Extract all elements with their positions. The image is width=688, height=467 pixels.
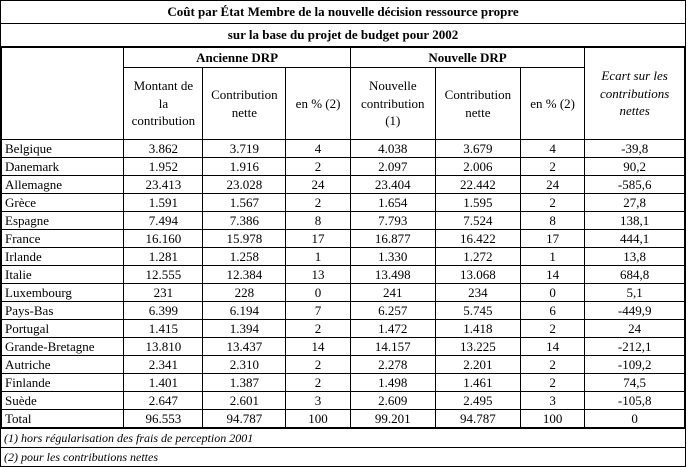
table-row bbox=[2, 338, 685, 356]
value-cell: 3 bbox=[520, 392, 584, 410]
value-cell: 96.553 bbox=[124, 410, 203, 428]
value-cell: 1.654 bbox=[350, 194, 435, 212]
table-title-line1: Coût par État Membre de la nouvelle décision ressource propre bbox=[1, 1, 685, 24]
value-cell: 1.415 bbox=[124, 320, 203, 338]
table-row bbox=[2, 392, 685, 410]
value-cell: 1.498 bbox=[350, 374, 435, 392]
value-cell: 5,1 bbox=[585, 284, 685, 302]
value-cell: 27,8 bbox=[585, 194, 685, 212]
value-cell: -212,1 bbox=[585, 338, 685, 356]
value-cell: 2.201 bbox=[435, 356, 520, 374]
value-cell: 94.787 bbox=[435, 410, 520, 428]
value-cell: 22.442 bbox=[435, 176, 520, 194]
value-cell: 3.719 bbox=[203, 140, 286, 158]
table-row bbox=[2, 158, 685, 176]
value-cell: 1.401 bbox=[124, 374, 203, 392]
country-cell: Espagne bbox=[2, 212, 124, 230]
value-cell: 13 bbox=[286, 266, 350, 284]
country-cell: Luxembourg bbox=[2, 284, 124, 302]
column-header-pct-ancienne: en % (2) bbox=[286, 68, 350, 140]
value-cell: 13.498 bbox=[350, 266, 435, 284]
value-cell: 2 bbox=[286, 320, 350, 338]
value-cell: 8 bbox=[286, 212, 350, 230]
country-cell: Allemagne bbox=[2, 176, 124, 194]
country-cell: Grèce bbox=[2, 194, 124, 212]
value-cell: 1.567 bbox=[203, 194, 286, 212]
value-cell: -109,2 bbox=[585, 356, 685, 374]
value-cell: 1 bbox=[520, 248, 584, 266]
value-cell: 1.461 bbox=[435, 374, 520, 392]
value-cell: 444,1 bbox=[585, 230, 685, 248]
value-cell: 14 bbox=[520, 266, 584, 284]
value-cell: 17 bbox=[520, 230, 584, 248]
value-cell: 13.225 bbox=[435, 338, 520, 356]
value-cell: 99.201 bbox=[350, 410, 435, 428]
value-cell: 7.524 bbox=[435, 212, 520, 230]
country-cell: Danemark bbox=[2, 158, 124, 176]
value-cell: 2 bbox=[520, 158, 584, 176]
value-cell: 15.978 bbox=[203, 230, 286, 248]
value-cell: 2.609 bbox=[350, 392, 435, 410]
column-header-contribution-nette-ancienne: Contribution nette bbox=[203, 68, 286, 140]
footnote-2: (2) pour les contributions nettes bbox=[1, 447, 685, 466]
value-cell: 2 bbox=[520, 356, 584, 374]
country-cell: Portugal bbox=[2, 320, 124, 338]
value-cell: 1.394 bbox=[203, 320, 286, 338]
country-cell: France bbox=[2, 230, 124, 248]
value-cell: 4 bbox=[286, 140, 350, 158]
column-header-pct-nouvelle: en % (2) bbox=[520, 68, 584, 140]
table-row bbox=[2, 266, 685, 284]
country-cell: Belgique bbox=[2, 140, 124, 158]
value-cell: 0 bbox=[286, 284, 350, 302]
value-cell: 1.387 bbox=[203, 374, 286, 392]
value-cell: 23.413 bbox=[124, 176, 203, 194]
value-cell: 24 bbox=[286, 176, 350, 194]
country-cell: Italie bbox=[2, 266, 124, 284]
value-cell: 1.258 bbox=[203, 248, 286, 266]
value-cell: 16.160 bbox=[124, 230, 203, 248]
value-cell: 7 bbox=[286, 302, 350, 320]
value-cell: 2.097 bbox=[350, 158, 435, 176]
value-cell: 1.916 bbox=[203, 158, 286, 176]
value-cell: 2 bbox=[520, 374, 584, 392]
table-row bbox=[2, 248, 685, 266]
value-cell: 1.595 bbox=[435, 194, 520, 212]
value-cell: 1.952 bbox=[124, 158, 203, 176]
value-cell: 234 bbox=[435, 284, 520, 302]
value-cell: 1.591 bbox=[124, 194, 203, 212]
table-row bbox=[2, 320, 685, 338]
value-cell: 1.281 bbox=[124, 248, 203, 266]
value-cell: 4.038 bbox=[350, 140, 435, 158]
group-header-nouvelle-drp: Nouvelle DRP bbox=[350, 48, 585, 68]
value-cell: 138,1 bbox=[585, 212, 685, 230]
value-cell: 24 bbox=[520, 176, 584, 194]
footnote-1: (1) hors régularisation des frais de perception 2001 bbox=[1, 428, 685, 447]
country-cell: Total bbox=[2, 410, 124, 428]
value-cell: 23.028 bbox=[203, 176, 286, 194]
value-cell: 6.194 bbox=[203, 302, 286, 320]
table-row bbox=[2, 176, 685, 194]
value-cell: 3.679 bbox=[435, 140, 520, 158]
value-cell: 100 bbox=[286, 410, 350, 428]
value-cell: 74,5 bbox=[585, 374, 685, 392]
value-cell: 13,8 bbox=[585, 248, 685, 266]
country-cell: Autriche bbox=[2, 356, 124, 374]
value-cell: 4 bbox=[520, 140, 584, 158]
column-header-ecart: Ecart sur les contributions nettes bbox=[585, 48, 685, 140]
value-cell: 100 bbox=[520, 410, 584, 428]
country-cell: Grande-Bretagne bbox=[2, 338, 124, 356]
value-cell: 1.330 bbox=[350, 248, 435, 266]
table-row bbox=[2, 230, 685, 248]
value-cell: -449,9 bbox=[585, 302, 685, 320]
column-header-contribution-nette-nouvelle: Contribution nette bbox=[435, 68, 520, 140]
value-cell: 3 bbox=[286, 392, 350, 410]
value-cell: 0 bbox=[520, 284, 584, 302]
table-row bbox=[2, 284, 685, 302]
country-cell: Suède bbox=[2, 392, 124, 410]
value-cell: 2 bbox=[520, 320, 584, 338]
value-cell: 16.422 bbox=[435, 230, 520, 248]
group-header-row bbox=[2, 48, 685, 68]
value-cell: 14.157 bbox=[350, 338, 435, 356]
value-cell: 2 bbox=[286, 158, 350, 176]
value-cell: 5.745 bbox=[435, 302, 520, 320]
country-cell: Finlande bbox=[2, 374, 124, 392]
value-cell: 6.257 bbox=[350, 302, 435, 320]
value-cell: 231 bbox=[124, 284, 203, 302]
value-cell: 0 bbox=[585, 410, 685, 428]
value-cell: 228 bbox=[203, 284, 286, 302]
value-cell: 2 bbox=[520, 194, 584, 212]
value-cell: 7.386 bbox=[203, 212, 286, 230]
value-cell: 13.810 bbox=[124, 338, 203, 356]
value-cell: 6 bbox=[520, 302, 584, 320]
value-cell: 1.418 bbox=[435, 320, 520, 338]
value-cell: 684,8 bbox=[585, 266, 685, 284]
value-cell: 1 bbox=[286, 248, 350, 266]
value-cell: 2.006 bbox=[435, 158, 520, 176]
table-row bbox=[2, 356, 685, 374]
table-row bbox=[2, 410, 685, 428]
value-cell: 6.399 bbox=[124, 302, 203, 320]
value-cell: 14 bbox=[286, 338, 350, 356]
value-cell: 3.862 bbox=[124, 140, 203, 158]
value-cell: 2.278 bbox=[350, 356, 435, 374]
value-cell: 23.404 bbox=[350, 176, 435, 194]
table-title-line2: sur la base du projet de budget pour 2002 bbox=[1, 24, 685, 47]
value-cell: 2 bbox=[286, 374, 350, 392]
column-header-nouvelle-contribution: Nouvelle contribution (1) bbox=[350, 68, 435, 140]
value-cell: 90,2 bbox=[585, 158, 685, 176]
value-cell: 16.877 bbox=[350, 230, 435, 248]
value-cell: 17 bbox=[286, 230, 350, 248]
table-row bbox=[2, 194, 685, 212]
cost-table bbox=[1, 47, 685, 428]
value-cell: 13.068 bbox=[435, 266, 520, 284]
value-cell: 14 bbox=[520, 338, 584, 356]
value-cell: 8 bbox=[520, 212, 584, 230]
corner-empty-cell bbox=[2, 48, 124, 140]
column-header-montant-contribution: Montant de la contribution bbox=[124, 68, 203, 140]
value-cell: 2 bbox=[286, 194, 350, 212]
value-cell: 2.495 bbox=[435, 392, 520, 410]
country-cell: Irlande bbox=[2, 248, 124, 266]
table-row bbox=[2, 140, 685, 158]
value-cell: 12.555 bbox=[124, 266, 203, 284]
value-cell: 241 bbox=[350, 284, 435, 302]
value-cell: 7.793 bbox=[350, 212, 435, 230]
group-header-ancienne-drp: Ancienne DRP bbox=[124, 48, 350, 68]
value-cell: 12.384 bbox=[203, 266, 286, 284]
value-cell: 2.601 bbox=[203, 392, 286, 410]
value-cell: 13.437 bbox=[203, 338, 286, 356]
value-cell: 24 bbox=[585, 320, 685, 338]
value-cell: 1.272 bbox=[435, 248, 520, 266]
table-row bbox=[2, 374, 685, 392]
value-cell: 2 bbox=[286, 356, 350, 374]
table-row bbox=[2, 212, 685, 230]
value-cell: 2.310 bbox=[203, 356, 286, 374]
value-cell: 1.472 bbox=[350, 320, 435, 338]
value-cell: 7.494 bbox=[124, 212, 203, 230]
value-cell: -585,6 bbox=[585, 176, 685, 194]
country-cell: Pays-Bas bbox=[2, 302, 124, 320]
value-cell: -39,8 bbox=[585, 140, 685, 158]
table-row bbox=[2, 302, 685, 320]
value-cell: 2.647 bbox=[124, 392, 203, 410]
value-cell: -105,8 bbox=[585, 392, 685, 410]
value-cell: 2.341 bbox=[124, 356, 203, 374]
table-body bbox=[2, 140, 685, 428]
value-cell: 94.787 bbox=[203, 410, 286, 428]
